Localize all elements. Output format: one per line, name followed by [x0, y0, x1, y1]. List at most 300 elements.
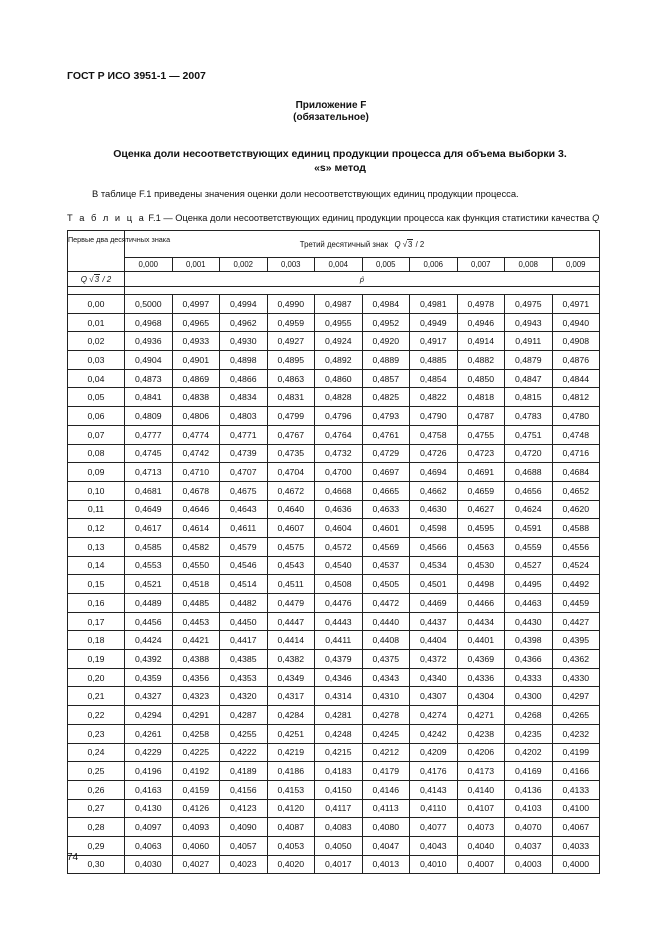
table-row [68, 818, 600, 837]
value-cell: 0,4793 [362, 407, 410, 426]
value-cell: 0,4430 [505, 612, 553, 631]
value-cell: 0,4443 [315, 612, 363, 631]
value-cell: 0,4294 [125, 706, 173, 725]
value-cell: 0,4401 [457, 631, 505, 650]
value-cell: 0,4981 [410, 295, 458, 314]
table-row [68, 444, 600, 463]
spacer-cell [125, 287, 600, 295]
value-cell: 0,4946 [457, 313, 505, 332]
value-cell: 0,4033 [552, 836, 600, 855]
value-cell: 0,4675 [220, 481, 268, 500]
value-cell: 0,4126 [172, 799, 220, 818]
table-row [68, 313, 600, 332]
table-row [68, 500, 600, 519]
value-cell: 0,4911 [505, 332, 553, 351]
value-cell: 0,4940 [552, 313, 600, 332]
value-cell: 0,4097 [125, 818, 173, 837]
value-cell: 0,4140 [457, 780, 505, 799]
value-cell: 0,4732 [315, 444, 363, 463]
value-cell: 0,4196 [125, 762, 173, 781]
value-cell: 0,4869 [172, 369, 220, 388]
value-cell: 0,4274 [410, 706, 458, 725]
row-label: 0,16 [68, 594, 125, 613]
value-cell: 0,4017 [315, 855, 363, 874]
table-row [68, 762, 600, 781]
value-cell: 0,4447 [267, 612, 315, 631]
value-cell: 0,4806 [172, 407, 220, 426]
value-cell: 0,4598 [410, 519, 458, 538]
value-cell: 0,4456 [125, 612, 173, 631]
p-estimate-symbol: p̂ [125, 272, 600, 287]
value-cell: 0,4281 [315, 706, 363, 725]
value-cell: 0,4914 [457, 332, 505, 351]
value-cell: 0,4133 [552, 780, 600, 799]
value-cell: 0,4466 [457, 594, 505, 613]
value-cell: 0,4943 [505, 313, 553, 332]
first-col-header: Первые два десятичных знака [68, 231, 125, 272]
value-cell: 0,4323 [172, 687, 220, 706]
value-cell: 0,4959 [267, 313, 315, 332]
row-label: 0,29 [68, 836, 125, 855]
value-cell: 0,4183 [315, 762, 363, 781]
table-row [68, 743, 600, 762]
row-label: 0,28 [68, 818, 125, 837]
value-cell: 0,4398 [505, 631, 553, 650]
value-cell: 0,4067 [552, 818, 600, 837]
value-cell: 0,4375 [362, 650, 410, 669]
value-cell: 0,4411 [315, 631, 363, 650]
value-cell: 0,4130 [125, 799, 173, 818]
table-row [68, 425, 600, 444]
table-row [68, 724, 600, 743]
value-cell: 0,4933 [172, 332, 220, 351]
value-cell: 0,4908 [552, 332, 600, 351]
value-cell: 0,4729 [362, 444, 410, 463]
value-cell: 0,4353 [220, 668, 268, 687]
value-cell: 0,4385 [220, 650, 268, 669]
value-cell: 0,4809 [125, 407, 173, 426]
value-cell: 0,4713 [125, 463, 173, 482]
value-cell: 0,4847 [505, 369, 553, 388]
value-cell: 0,4601 [362, 519, 410, 538]
value-cell: 0,4176 [410, 762, 458, 781]
value-cell: 0,4159 [172, 780, 220, 799]
value-cell: 0,4936 [125, 332, 173, 351]
row-label: 0,04 [68, 369, 125, 388]
value-cell: 0,4898 [220, 351, 268, 370]
value-cell: 0,4611 [220, 519, 268, 538]
value-cell: 0,4077 [410, 818, 458, 837]
value-cell: 0,4904 [125, 351, 173, 370]
value-cell: 0,4346 [315, 668, 363, 687]
value-cell: 0,4040 [457, 836, 505, 855]
value-cell: 0,4556 [552, 537, 600, 556]
section-title-line1: Оценка доли несоответствующих единиц продукции процесса для объема выборки 3. [113, 148, 567, 160]
value-cell: 0,4860 [315, 369, 363, 388]
value-cell: 0,4356 [172, 668, 220, 687]
row-label: 0,26 [68, 780, 125, 799]
section-title-line2: «s» метод [314, 162, 366, 174]
value-cell: 0,4566 [410, 537, 458, 556]
value-cell: 0,4521 [125, 575, 173, 594]
value-cell: 0,4790 [410, 407, 458, 426]
value-cell: 0,4739 [220, 444, 268, 463]
value-cell: 0,4278 [362, 706, 410, 725]
digit-header: 0,006 [410, 258, 458, 272]
value-cell: 0,4225 [172, 743, 220, 762]
value-cell: 0,4372 [410, 650, 458, 669]
value-cell: 0,4307 [410, 687, 458, 706]
table-row [68, 332, 600, 351]
value-cell: 0,4248 [315, 724, 363, 743]
estimate-table [67, 230, 600, 874]
value-cell: 0,4962 [220, 313, 268, 332]
table-row [68, 369, 600, 388]
value-cell: 0,4726 [410, 444, 458, 463]
value-cell: 0,4892 [315, 351, 363, 370]
table-row [68, 575, 600, 594]
value-cell: 0,4604 [315, 519, 363, 538]
caption-number: F.1 [148, 213, 161, 223]
value-cell: 0,4424 [125, 631, 173, 650]
value-cell: 0,4232 [552, 724, 600, 743]
value-cell: 0,4537 [362, 556, 410, 575]
value-cell: 0,4057 [220, 836, 268, 855]
table-row [68, 519, 600, 538]
value-cell: 0,4656 [505, 481, 553, 500]
table-row [68, 631, 600, 650]
value-cell: 0,4684 [552, 463, 600, 482]
row-label: 0,13 [68, 537, 125, 556]
value-cell: 0,4987 [315, 295, 363, 314]
value-cell: 0,4582 [172, 537, 220, 556]
value-cell: 0,4143 [410, 780, 458, 799]
value-cell: 0,4543 [267, 556, 315, 575]
table-row [68, 855, 600, 874]
value-cell: 0,4530 [457, 556, 505, 575]
value-cell: 0,4627 [457, 500, 505, 519]
value-cell: 0,4030 [125, 855, 173, 874]
value-cell: 0,4469 [410, 594, 458, 613]
value-cell: 0,4320 [220, 687, 268, 706]
table-row [68, 351, 600, 370]
annex-title: Приложение F [295, 100, 367, 111]
value-cell: 0,4251 [267, 724, 315, 743]
value-cell: 0,4755 [457, 425, 505, 444]
value-cell: 0,4624 [505, 500, 553, 519]
value-cell: 0,4854 [410, 369, 458, 388]
value-cell: 0,4100 [552, 799, 600, 818]
value-cell: 0,4382 [267, 650, 315, 669]
row-label: 0,27 [68, 799, 125, 818]
row-label: 0,20 [68, 668, 125, 687]
value-cell: 0,4027 [172, 855, 220, 874]
caption-label: Т а б л и ц а [67, 213, 146, 223]
value-cell: 0,4300 [505, 687, 553, 706]
value-cell: 0,4697 [362, 463, 410, 482]
value-cell: 0,4327 [125, 687, 173, 706]
table-row [68, 295, 600, 314]
value-cell: 0,4796 [315, 407, 363, 426]
value-cell: 0,4450 [220, 612, 268, 631]
value-cell: 0,4672 [267, 481, 315, 500]
digit-header: 0,001 [172, 258, 220, 272]
value-cell: 0,4524 [552, 556, 600, 575]
value-cell: 0,4971 [552, 295, 600, 314]
value-cell: 0,4575 [267, 537, 315, 556]
value-cell: 0,4799 [267, 407, 315, 426]
digit-header: 0,000 [125, 258, 173, 272]
value-cell: 0,4997 [172, 295, 220, 314]
value-cell: 0,4060 [172, 836, 220, 855]
value-cell: 0,4857 [362, 369, 410, 388]
value-cell: 0,4707 [220, 463, 268, 482]
value-cell: 0,4620 [552, 500, 600, 519]
value-cell: 0,4636 [315, 500, 363, 519]
value-cell: 0,4723 [457, 444, 505, 463]
value-cell: 0,4780 [552, 407, 600, 426]
value-cell: 0,4984 [362, 295, 410, 314]
value-cell: 0,4186 [267, 762, 315, 781]
value-cell: 0,4090 [220, 818, 268, 837]
value-cell: 0,4630 [410, 500, 458, 519]
value-cell: 0,4333 [505, 668, 553, 687]
value-cell: 0,4235 [505, 724, 553, 743]
value-cell: 0,4659 [457, 481, 505, 500]
value-cell: 0,4665 [362, 481, 410, 500]
value-cell: 0,4395 [552, 631, 600, 650]
value-cell: 0,4271 [457, 706, 505, 725]
value-cell: 0,4242 [410, 724, 458, 743]
value-cell: 0,4924 [315, 332, 363, 351]
value-cell: 0,4975 [505, 295, 553, 314]
value-cell: 0,4053 [267, 836, 315, 855]
value-cell: 0,4735 [267, 444, 315, 463]
value-cell: 0,4501 [410, 575, 458, 594]
value-cell: 0,4238 [457, 724, 505, 743]
third-decimal-header: Третий десятичный знак Q √3 / 2 [125, 231, 600, 258]
row-label: 0,14 [68, 556, 125, 575]
value-cell: 0,4010 [410, 855, 458, 874]
value-cell: 0,4050 [315, 836, 363, 855]
value-cell: 0,4222 [220, 743, 268, 762]
value-cell: 0,4812 [552, 388, 600, 407]
digit-header: 0,005 [362, 258, 410, 272]
table-row [68, 799, 600, 818]
row-label: 0,23 [68, 724, 125, 743]
value-cell: 0,4156 [220, 780, 268, 799]
value-cell: 0,4453 [172, 612, 220, 631]
value-cell: 0,4000 [552, 855, 600, 874]
value-cell: 0,4340 [410, 668, 458, 687]
value-cell: 0,4710 [172, 463, 220, 482]
row-label: 0,07 [68, 425, 125, 444]
row-label: 0,22 [68, 706, 125, 725]
annex-heading [0, 100, 662, 124]
row-label: 0,25 [68, 762, 125, 781]
table-caption [67, 213, 599, 223]
value-cell: 0,4764 [315, 425, 363, 444]
value-cell: 0,4087 [267, 818, 315, 837]
value-cell: 0,4434 [457, 612, 505, 631]
value-cell: 0,4748 [552, 425, 600, 444]
row-label: 0,06 [68, 407, 125, 426]
value-cell: 0,4783 [505, 407, 553, 426]
row-label: 0,01 [68, 313, 125, 332]
value-cell: 0,4359 [125, 668, 173, 687]
value-cell: 0,4284 [267, 706, 315, 725]
value-cell: 0,4379 [315, 650, 363, 669]
value-cell: 0,4803 [220, 407, 268, 426]
row-label: 0,08 [68, 444, 125, 463]
value-cell: 0,4920 [362, 332, 410, 351]
value-cell: 0,4588 [552, 519, 600, 538]
value-cell: 0,4563 [457, 537, 505, 556]
value-cell: 0,4020 [267, 855, 315, 874]
table-row [68, 612, 600, 631]
value-cell: 0,4879 [505, 351, 553, 370]
value-cell: 0,4716 [552, 444, 600, 463]
table-row [68, 668, 600, 687]
value-cell: 0,4013 [362, 855, 410, 874]
value-cell: 0,4751 [505, 425, 553, 444]
value-cell: 0,4120 [267, 799, 315, 818]
digit-header: 0,009 [552, 258, 600, 272]
value-cell: 0,4614 [172, 519, 220, 538]
value-cell: 0,4885 [410, 351, 458, 370]
value-cell: 0,4720 [505, 444, 553, 463]
value-cell: 0,4163 [125, 780, 173, 799]
table-row [68, 388, 600, 407]
value-cell: 0,4485 [172, 594, 220, 613]
value-cell: 0,4534 [410, 556, 458, 575]
value-cell: 0,4546 [220, 556, 268, 575]
value-cell: 0,4388 [172, 650, 220, 669]
value-cell: 0,4215 [315, 743, 363, 762]
value-cell: 0,4994 [220, 295, 268, 314]
value-cell: 0,4189 [220, 762, 268, 781]
value-cell: 0,4694 [410, 463, 458, 482]
table-row [68, 481, 600, 500]
value-cell: 0,4206 [457, 743, 505, 762]
value-cell: 0,4688 [505, 463, 553, 482]
value-cell: 0,4192 [172, 762, 220, 781]
value-cell: 0,4505 [362, 575, 410, 594]
value-cell: 0,4366 [505, 650, 553, 669]
value-cell: 0,4209 [410, 743, 458, 762]
value-cell: 0,4179 [362, 762, 410, 781]
value-cell: 0,4343 [362, 668, 410, 687]
value-cell: 0,4113 [362, 799, 410, 818]
value-cell: 0,4261 [125, 724, 173, 743]
value-cell: 0,4421 [172, 631, 220, 650]
row-label: 0,24 [68, 743, 125, 762]
value-cell: 0,4876 [552, 351, 600, 370]
value-cell: 0,4498 [457, 575, 505, 594]
value-cell: 0,4640 [267, 500, 315, 519]
value-cell: 0,4927 [267, 332, 315, 351]
value-cell: 0,4818 [457, 388, 505, 407]
row-label: 0,10 [68, 481, 125, 500]
table-row [68, 537, 600, 556]
digit-header: 0,003 [267, 258, 315, 272]
value-cell: 0,4540 [315, 556, 363, 575]
value-cell: 0,4437 [410, 612, 458, 631]
value-cell: 0,4787 [457, 407, 505, 426]
value-cell: 0,4863 [267, 369, 315, 388]
value-cell: 0,4882 [457, 351, 505, 370]
value-cell: 0,4173 [457, 762, 505, 781]
value-cell: 0,4978 [457, 295, 505, 314]
spacer-cell [68, 287, 125, 295]
value-cell: 0,4585 [125, 537, 173, 556]
value-cell: 0,4255 [220, 724, 268, 743]
row-label: 0,21 [68, 687, 125, 706]
digit-header: 0,002 [220, 258, 268, 272]
value-cell: 0,4404 [410, 631, 458, 650]
value-cell: 0,4761 [362, 425, 410, 444]
value-cell: 0,4952 [362, 313, 410, 332]
row-label: 0,15 [68, 575, 125, 594]
row-label: 0,11 [68, 500, 125, 519]
digit-header-row [68, 258, 600, 272]
table-row [68, 836, 600, 855]
table-row [68, 780, 600, 799]
value-cell: 0,4866 [220, 369, 268, 388]
value-cell: 0,4990 [267, 295, 315, 314]
value-cell: 0,4110 [410, 799, 458, 818]
value-cell: 0,4774 [172, 425, 220, 444]
value-cell: 0,4003 [505, 855, 553, 874]
value-cell: 0,4968 [125, 313, 173, 332]
value-cell: 0,4103 [505, 799, 553, 818]
value-cell: 0,4700 [315, 463, 363, 482]
value-cell: 0,4265 [552, 706, 600, 725]
value-cell: 0,4166 [552, 762, 600, 781]
value-cell: 0,4023 [220, 855, 268, 874]
value-cell: 0,4369 [457, 650, 505, 669]
value-cell: 0,4314 [315, 687, 363, 706]
table-row [68, 463, 600, 482]
value-cell: 0,4199 [552, 743, 600, 762]
value-cell: 0,4459 [552, 594, 600, 613]
value-cell: 0,4047 [362, 836, 410, 855]
value-cell: 0,4336 [457, 668, 505, 687]
table-row [68, 687, 600, 706]
value-cell: 0,4117 [315, 799, 363, 818]
value-cell: 0,4668 [315, 481, 363, 500]
value-cell: 0,4633 [362, 500, 410, 519]
value-cell: 0,4479 [267, 594, 315, 613]
value-cell: 0,4362 [552, 650, 600, 669]
value-cell: 0,4146 [362, 780, 410, 799]
value-cell: 0,4489 [125, 594, 173, 613]
value-cell: 0,4440 [362, 612, 410, 631]
value-cell: 0,4508 [315, 575, 363, 594]
value-cell: 0,4527 [505, 556, 553, 575]
value-cell: 0,4495 [505, 575, 553, 594]
standard-header: ГОСТ Р ИСО 3951-1 — 2007 [67, 70, 206, 82]
value-cell: 0,4758 [410, 425, 458, 444]
value-cell: 0,4107 [457, 799, 505, 818]
value-cell: 0,4123 [220, 799, 268, 818]
value-cell: 0,4492 [552, 575, 600, 594]
row-label: 0,05 [68, 388, 125, 407]
value-cell: 0,4472 [362, 594, 410, 613]
value-cell: 0,4895 [267, 351, 315, 370]
value-cell: 0,4873 [125, 369, 173, 388]
value-cell: 0,4136 [505, 780, 553, 799]
